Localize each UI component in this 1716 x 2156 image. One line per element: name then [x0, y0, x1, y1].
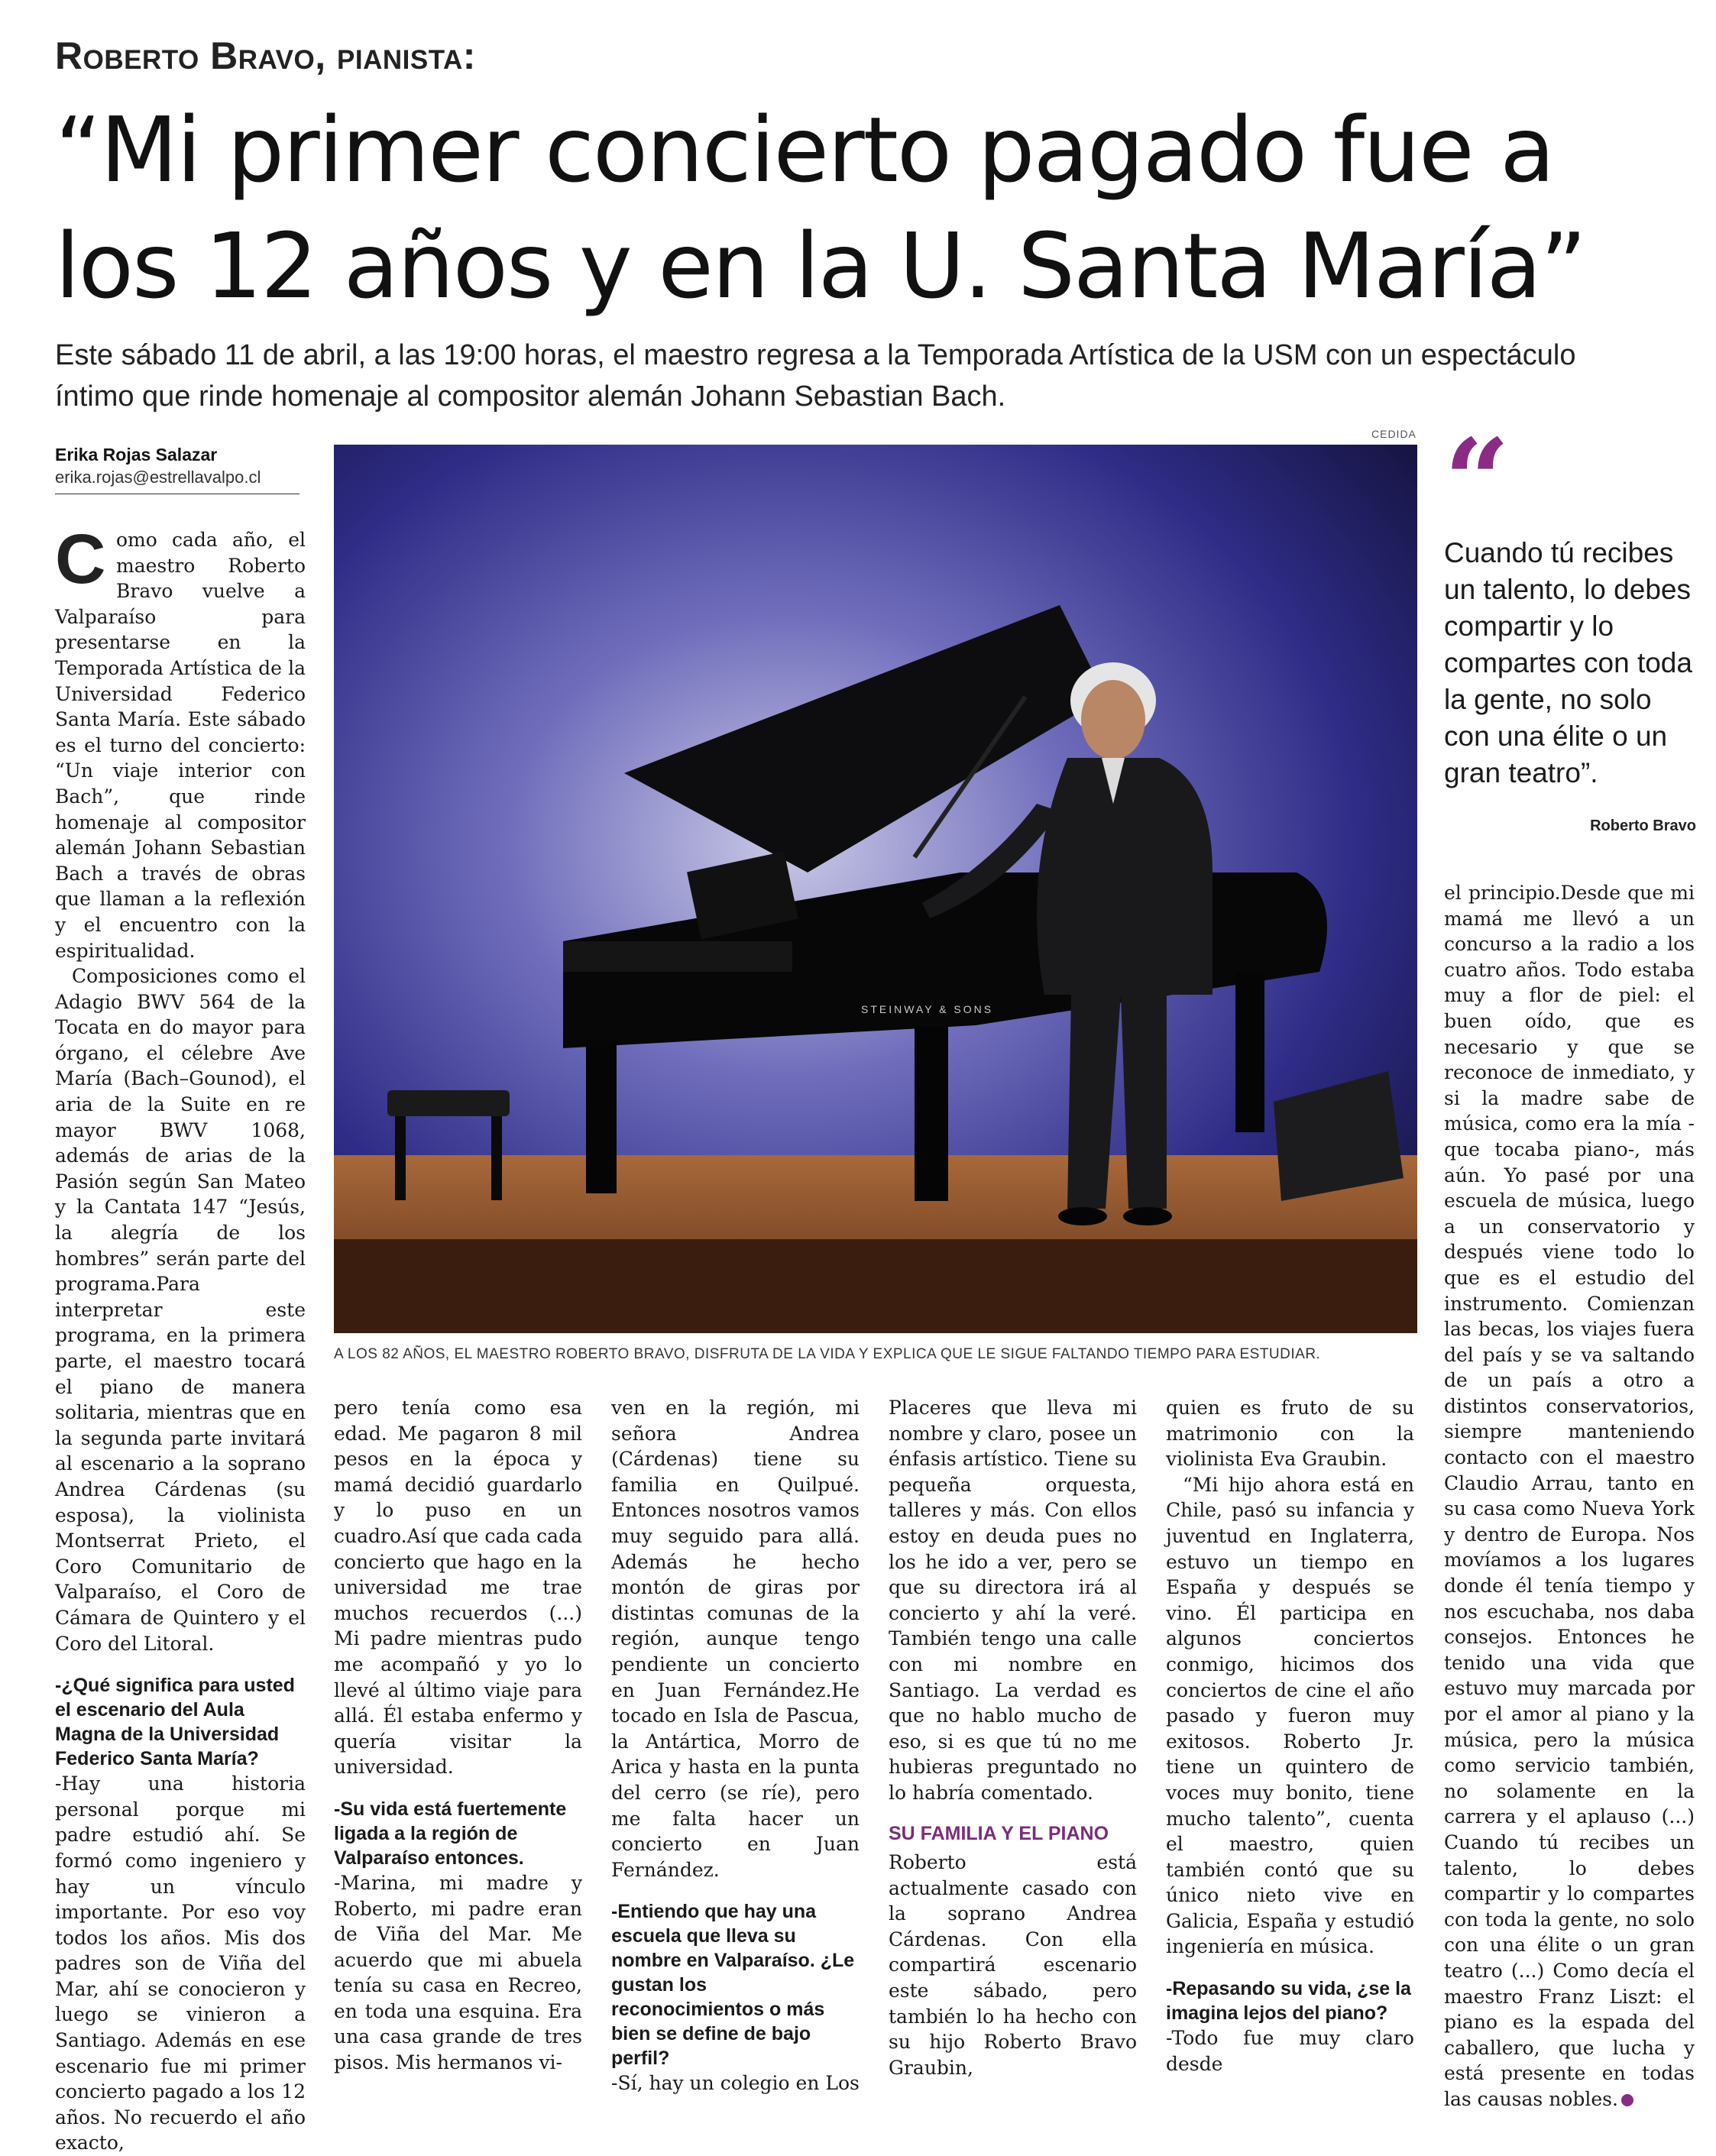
quote-mark-icon: “: [1444, 414, 1510, 549]
column-2: [334, 1395, 582, 2076]
column-4: [889, 1395, 1137, 2080]
drop-cap: C: [55, 520, 106, 598]
question: -Repasando su vida, ¿se la imagina lejos del piano?: [1166, 1978, 1411, 2025]
answer: -Sí, hay un colegio en Los: [611, 2072, 860, 2095]
piano-bench-leg-left: [395, 1116, 406, 1200]
photo-credit: CEDIDA: [1371, 428, 1417, 440]
piano-bench-seat: [387, 1090, 510, 1116]
headline-line-2: los 12 años y en la U. Santa María”: [55, 213, 1586, 319]
deck: Este sábado 11 de abril, a las 19:00 horas, el maestro regresa a la Temporada Artística de la USM con un espectáculo íntimo que rinde homenaje al compositor alemán Johann Sebastian Bach.: [55, 339, 1576, 413]
piano-keyboard: [563, 941, 792, 972]
column-1: [55, 520, 306, 2156]
stage-edge: [334, 1239, 1417, 1333]
intro-text: omo cada año, el maestro Roberto Bravo vuelve a Valparaíso para presentarse en la Temporada Artística de la Universidad Federico Santa María. Este sábado es el turno del concierto: “Un viaje interior con Bach”, que rinde homenaje al compositor alemán Johann Sebastian Bach a través de obras que llaman a la reflexión y el encuentro con la espiritualidad.: [55, 529, 306, 962]
author-email[interactable]: erika.rojas@estrellavalpo.cl: [55, 468, 261, 487]
piano-leg-rear: [1235, 972, 1264, 1132]
answer-continued: pero tenía como esa edad. Me pagaron 8 mil pesos en la época y mamá decidió guardarlo y lo puso en un cuadro.Así que cada cada concierto que hago en la universidad me trae muchos recuerdos (...) Mi padre mientras pudo me acompañó y yo lo llevé al último viaje para allá. Él estaba enfermo y quería visitar la universidad.: [334, 1397, 582, 1779]
headline: [55, 92, 1690, 324]
kicker: Roberto Bravo, pianista:: [55, 34, 476, 77]
subheading: SU FAMILIA Y EL PIANO: [889, 1822, 1109, 1844]
answer-continued: ven en la región, mi señora Andrea (Cárdenas) tiene su familia en Quilpué. Entonces nosotros vamos muy seguido para allá. Además he hecho montón de giras por distintas comunas de la región, aunque tengo pendiente un concierto en Juan Fernández.He tocado en Isla de Pascua, la Antártica, Morro de Arica y hasta en la punta del cerro (se ríe), pero me falta hacer un concierto en Juan Fernández.: [611, 1397, 860, 1881]
concert-photo: [334, 445, 1417, 1333]
headline-line-1: “Mi primer concierto pagado fue a: [55, 97, 1554, 202]
paragraph-continued: quien es fruto de su matrimonio con la violinista Eva Graubin.: [1166, 1397, 1414, 1471]
intro-paragraph: [55, 520, 306, 963]
stage-illustration: [334, 445, 1417, 1333]
pianist-shoe-right: [1123, 1207, 1172, 1225]
paragraph: “Mi hijo ahora está en Chile, pasó su infancia y juventud en Inglaterra, estuvo un tiempo en España y después se vino. Él participa en algunos conciertos conmigo, hicimos dos conciertos de cine el año pasado y fueron muy exitosos. Roberto Jr. tiene un quintero de voces muy bonito, tiene mucho talento”, cuenta el maestro, quien también contó que su único nieto vive en Galicia, España y estudió ingeniería en música.: [1166, 1473, 1414, 1958]
paragraph: Composiciones como el Adagio BWV 564 de la Tocata en do mayor para órgano, el célebre Ave María (Bach–Gounod), el aria de la Suite en re mayor BWV 1068, además de arias de la Pasión según San Mateo y la Cantata 147 “Jesús, la alegría de los hombres” serán parte del programa.Para interpretar este programa, en la primera parte, el maestro tocará el piano de manera solitaria, mientras que en la segunda parte invitará al escenario a la soprano Andrea Cárdenas (su esposa), la violinista Montserrat Prieto, el Coro Comunitario de Valparaíso, el Coro de Cámara de Quintero y el Coro del Litoral.: [55, 965, 306, 1655]
author-name: Erika Rojas Salazar: [55, 445, 218, 465]
pullquote: [1444, 414, 1696, 835]
question: -¿Qué significa para usted el escenario del Aula Magna de la Universidad Federico Santa María?: [55, 1675, 295, 1770]
question: -Entiendo que hay una escuela que lleva su nombre en Valparaíso. ¿Le gustan los reconocimientos o más bien se define de bajo perfil?: [611, 1901, 855, 2070]
answer: -Hay una historia personal porque mi padre estudió ahí. Se formó como ingeniero y hay un vínculo importante. Por eso voy todos los años. Mis dos padres son de Viña del Mar, ahí se conocieron y luego se vinieron a Santiago. Además en ese escenario fue mi primer concierto pagado a los 12 años. No recuerdo el año exacto,: [55, 1772, 306, 2154]
answer: -Marina, mi madre y Roberto, mi padre eran de Viña del Mar. Me acuerdo que mi abuela tenía su casa en Recreo, en toda una esquina. Era una casa grande de tres pisos. Mis hermanos vi-: [334, 1871, 582, 2074]
answer: -Todo fue muy claro desde: [1166, 2027, 1414, 2075]
photo-caption: A LOS 82 AÑOS, EL MAESTRO ROBERTO BRAVO, DISFRUTA DE LA VIDA Y EXPLICA QUE LE SIGUE FALTANDO TIEMPO PARA ESTUDIAR.: [334, 1346, 1321, 1362]
pianist-shoe-left: [1058, 1207, 1107, 1225]
byline: [55, 443, 299, 494]
answer-continued: Placeres que lleva mi nombre y claro, posee un énfasis artístico. Tiene su pequeña orquesta, talleres y más. Con ellos estoy en deuda pues no los he ido a ver, pero se que su directora irá al concierto y ahí la veré. También tengo una calle con mi nombre en Santiago. La verdad es que no hablo mucho de eso, si es que tú no me hubieras preguntado no lo habría comentado.: [889, 1397, 1137, 1804]
column-3: [611, 1395, 860, 2096]
piano-leg-middle: [915, 1025, 948, 1201]
paragraph: Roberto está actualmente casado con la soprano Andrea Cárdenas. Con ella compartirá escenario este sábado, pero también lo ha hecho con su hijo Roberto Bravo Graubin,: [889, 1851, 1137, 2079]
piano-bench-leg-right: [491, 1116, 502, 1200]
pullquote-text: Cuando tú recibes un talento, lo debes compartir y lo compartes con toda la gente, no solo con una élite o un gran teatro”.: [1444, 537, 1692, 788]
answer-continued: [1444, 880, 1695, 2112]
piano-leg-front: [586, 1041, 617, 1193]
end-mark-icon: [1621, 2094, 1633, 2106]
answer-text: el principio.Desde que mi mamá me llevó a un concurso a la radio a los cuatro años. Todo estaba muy a flor de piel: el buen oído, que es necesario y que se reconoce de inmediato, y si la madre sabe de música, como era la mía - que tocaba piano-, más aún. Yo pasé por una escuela de música, luego a un conservatorio y después viene todo lo que es el estudio del instrumento. Comienzan las becas, los viajes fuera del país y se va saltando de un país a otro a distintos conservatorios, siempre manteniendo contacto con el maestro Claudio Arrau, tanto en su casa como Nueva York y dentro de Europa. Nos movíamos a los lugares donde él tenía tiempo y nos escuchaba, nos daba consejos. Entonces he tenido una vida que estuvo muy marcada por por el amor al piano y la música, pero la música como servicio también, no solamente en la carrera y el aplauso (...) Cuando tú recibes un talento, lo debes compartir y lo compartes con toda la gente, no solo con una élite o un gran teatro (...) Como decía el maestro Franz Liszt: el piano es la espada del caballero, que lucha y está presente en todas las causas nobles.: [1444, 882, 1695, 2110]
column-6: [1444, 880, 1695, 2112]
piano-brand-label: STEINWAY & SONS: [861, 1003, 994, 1015]
pianist-face: [1081, 680, 1145, 759]
column-5: [1166, 1395, 1414, 2077]
question: -Su vida está fuertemente ligada a la región de Valparaíso entonces.: [334, 1798, 567, 1869]
pullquote-author: Roberto Bravo: [1590, 817, 1696, 834]
